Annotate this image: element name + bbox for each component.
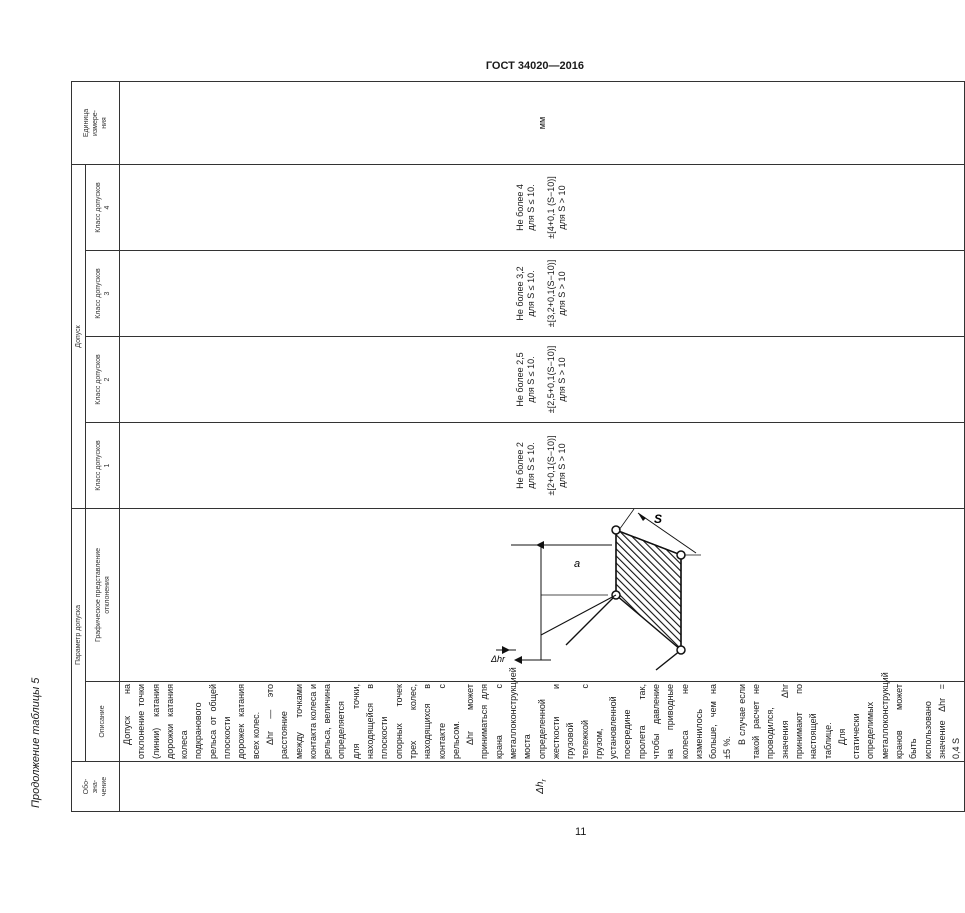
class2-value: Не более 2,5 xyxy=(515,352,526,407)
cell-class-1 xyxy=(120,423,965,509)
class3-formula-condition: для S > 10 xyxy=(557,271,568,316)
header-symbol: Обо- зна- чение xyxy=(72,762,120,812)
header-unit: Единица измере- ния xyxy=(72,82,120,165)
header-description: Описание xyxy=(86,682,120,762)
cell-description xyxy=(120,667,965,762)
label-a: a xyxy=(574,558,581,571)
class2-condition: для S ≤ 10. xyxy=(526,356,537,403)
description-paragraph: Δhr — это расстояние между точками контакта колеса и рельса, величина определяется для точки, находящейся в плоскости опорных точек трех колес, находящихся в контакте с рельсом. xyxy=(264,684,461,759)
table-grid xyxy=(71,81,965,812)
header-row-groups xyxy=(72,82,86,812)
table-row xyxy=(120,82,965,812)
label-s: S xyxy=(654,512,663,527)
standard-designation: ГОСТ 34020—2016 xyxy=(485,60,584,72)
tolerance-table xyxy=(71,82,962,812)
header-class-3: Класс допусков 3 xyxy=(86,251,120,337)
header-class-1: Класс допусков 1 xyxy=(86,423,120,509)
class1-condition: для S ≤ 10. xyxy=(526,442,537,489)
header-graphic: Графическое представление отклонения xyxy=(86,509,120,682)
cell-class-3 xyxy=(120,251,965,337)
class4-condition: для S ≤ 10. xyxy=(526,184,537,231)
description-paragraph: Δhr может приниматься для крана с металлоконструкцией моста определенной жесткости и грузовой тележкой с грузом, установленной посередине пролета так, чтобы давление на приводные колеса не изменилось больше, чем на ±5 %. xyxy=(465,667,733,759)
deviation-diagram xyxy=(306,510,772,681)
cell-unit: мм xyxy=(120,82,965,165)
header-class-2: Класс допусков 2 xyxy=(86,337,120,423)
wheel-contact-point xyxy=(612,527,620,535)
table-caption: Продолжение таблицы 5 xyxy=(30,677,42,808)
header-class-4: Класс допусков 4 xyxy=(86,165,120,251)
cell-symbol xyxy=(120,762,965,812)
class1-formula-condition: для S > 10 xyxy=(557,443,568,488)
class2-formula-condition: для S > 10 xyxy=(557,357,568,402)
cell-class-4 xyxy=(120,165,965,251)
cell-graphic xyxy=(120,509,965,682)
header-parameter-group: Параметр допуска xyxy=(72,509,86,762)
symbol-delta-hr: $\Delta h_r$ xyxy=(535,779,549,794)
class4-formula-condition: для S > 10 xyxy=(557,185,568,230)
class2-formula: ±[2,5+0,1(S−10)] xyxy=(546,345,557,414)
description-paragraph: В случае если такой расчет не проводился, значения Δhr принимают по настоящей таблице. xyxy=(736,684,833,759)
class3-condition: для S ≤ 10. xyxy=(526,270,537,317)
wheel-contact-point xyxy=(677,647,685,655)
class4-value: Не более 4 xyxy=(515,184,526,231)
description-paragraph: Допуск на отклонение точки (линии) катания дорожки катания колеса подкранового рельса от общей плоскости дорожек катания всех колес. xyxy=(122,684,261,759)
label-delta-hr: Δhr xyxy=(491,654,506,665)
hatched-deviation-area xyxy=(616,531,681,651)
page-number: 11 xyxy=(575,826,587,838)
description-paragraph: Для статически определимых металлоконструкций кранов может быть использовано значение Δhr = 0,4 S xyxy=(836,672,962,759)
class3-value: Не более 3,2 xyxy=(515,266,526,321)
class3-formula: ±[3,2+0,1(S−10)] xyxy=(546,259,557,328)
cell-class-2 xyxy=(120,337,965,423)
wheel-contact-point xyxy=(677,552,685,560)
header-tolerance-group: Допуск xyxy=(72,165,86,509)
class1-formula: ±[2+0,1(S−10)] xyxy=(546,435,557,496)
class1-value: Не более 2 xyxy=(515,442,526,489)
class4-formula: ±[4+0,1 (S−10)] xyxy=(546,176,557,239)
header-row-columns xyxy=(86,82,120,812)
